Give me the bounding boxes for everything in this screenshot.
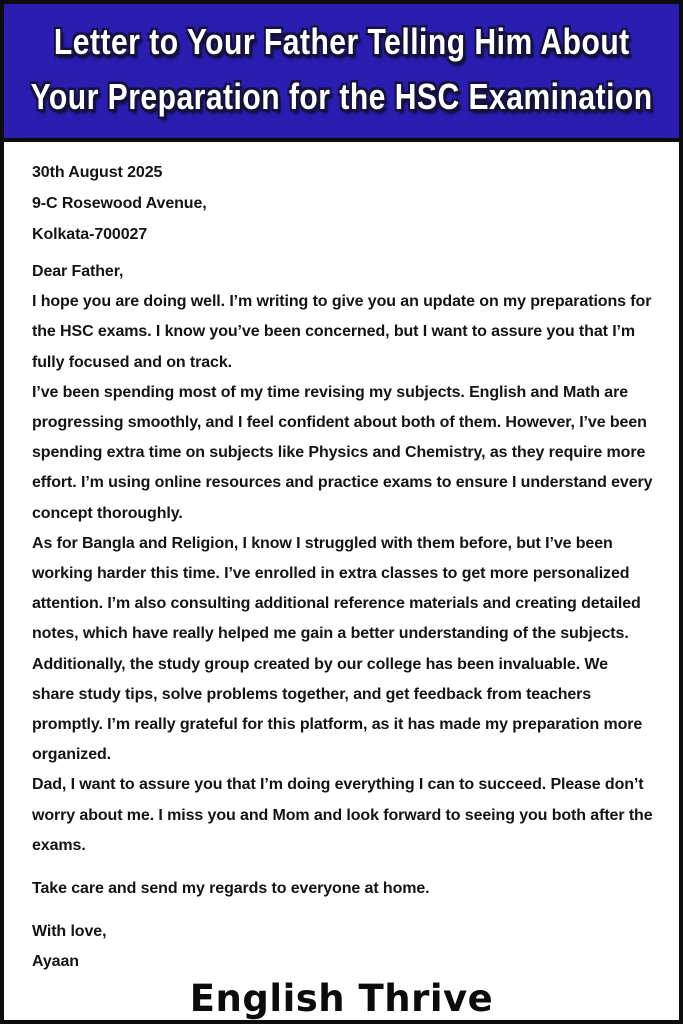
address-line-1: 9-C Rosewood Avenue,: [32, 195, 207, 212]
address-line-2: Kolkata-700027: [32, 226, 148, 243]
signoff-block: [32, 917, 653, 977]
page-title-line-2: Your Preparation for the HSC Examination: [30, 75, 653, 118]
letter-main-block: [32, 257, 653, 861]
page-title-line-1: Letter to Your Father Telling Him About: [53, 20, 630, 63]
letter-body: [4, 142, 679, 977]
brand-footer: [4, 977, 679, 1024]
closing-block: [32, 874, 653, 904]
letter-paragraph-5: Dad, I want to assure you that I’m doing everything I can to succeed. Please don’t worry about me. I miss you and Mom and look forward to seeing you both after the exams.: [32, 776, 653, 854]
letter-paragraph-3: As for Bangla and Religion, I know I struggled with them before, but I’ve been working harder this time. I’ve enrolled in extra classes to get more personalized attention. I’m also consulting additional reference materials and creating detailed notes, which have really helped me gain a better understanding of the subjects.: [32, 534, 641, 643]
letter-paragraph-2: I’ve been spending most of my time revising my subjects. English and Math are progressing smoothly, and I feel confident about both of them. However, I’ve been spending extra time on subjects like Physics and Chemistry, as they require more effort. I’m using online resources and practice exams to ensure I understand every concept thoroughly.: [32, 383, 653, 522]
salutation: Dear Father,: [32, 263, 124, 280]
closing-line: Take care and send my regards to everyone at home.: [32, 880, 430, 898]
letter-paragraph-1: I hope you are doing well. I’m writing to give you an update on my preparations for the HSC exams. I know you’ve been concerned, but I want to assure you that I’m fully focused and on track.: [32, 293, 652, 371]
brand-name: English Thrive: [189, 977, 494, 1021]
header-banner: [4, 4, 679, 142]
letter-paragraph-4: Additionally, the study group created by our college has been invaluable. We share study tips, solve problems together, and get feedback from teachers promptly. I’m really grateful for this platform, as it has made my preparation more organized.: [32, 655, 643, 764]
signature-name: Ayaan: [32, 953, 79, 971]
date-address-block: [32, 157, 653, 250]
signoff-line: With love,: [32, 923, 107, 941]
date-line: 30th August 2025: [32, 164, 163, 181]
